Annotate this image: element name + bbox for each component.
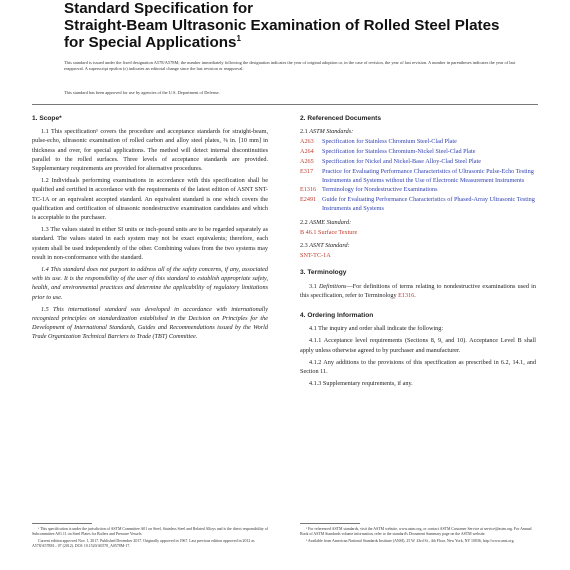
asme-reference-link[interactable]: B 46.1 Surface Texture [300, 228, 358, 236]
paragraph-3-1 [300, 282, 536, 300]
asme-subhead-label: ASME Standard: [309, 218, 352, 226]
footnote-2: ² For referenced ASTM standards, visit the ASTM website, www.astm.org, or contact ASTM Customer Service at service@astm.org. For Annual Book of ASTM Standards volume information, refer to the standard's Document Summary page on the ASTM website. [300, 527, 532, 537]
astm-subhead-number: 2.1 [300, 128, 308, 136]
paragraph-4-1-3: 4.1.3 Supplementary requirements, if any. [309, 380, 413, 388]
title-line-1: Standard Specification for [64, 0, 254, 17]
reference-title[interactable]: Specification for Stainless Chromium-Nickel Steel-Clad Plate [322, 148, 476, 156]
reference-code[interactable]: E2491 [300, 196, 317, 204]
paragraph-4-1-1: 4.1.1 Acceptance level requirements (Sections 8, 9, and 10). Acceptance Level B shall apply unless otherwise agreed to by purchaser and manufacturer. [300, 337, 536, 354]
paragraph-1-4: 1.4 This standard does not purport to address all of the safety concerns, if any, associated with its use. It is the responsibility of the user of this standard to establish appropriate safety, health, and environmental practices and determine the applicability of regulatory limitations prior to use. [32, 266, 268, 301]
paragraph-1-2: 1.2 Individuals performing examinations in accordance with this specification shall be qualified and certified in accordance with the requirements of the latest edition of ASNT SNT-TC-1A or an equivalent accepted standard. An equivalent standard is one which covers the qualification and certification of ultrasonic nondestructive examination candidates and which is acceptable to the purchaser. [32, 177, 268, 222]
title-line-3-text: for Special Applications [64, 34, 237, 51]
astm-standards-subhead [300, 127, 536, 136]
reference-title[interactable]: Terminology for Nondestructive Examinations [322, 186, 438, 194]
title-line-2: Straight-Beam Ultrasonic Examination of Rolled Steel Plates [64, 17, 500, 34]
p3-1-text: —For definitions of terms relating to nondestructive examinations used in this specification, refer to Terminology [300, 282, 536, 299]
reference-code[interactable]: A263 [300, 138, 314, 146]
right-column [300, 114, 536, 391]
header-divider [32, 104, 538, 105]
reference-item[interactable] [300, 185, 536, 194]
asnt-reference-link[interactable]: SNT-TC-1A [300, 252, 331, 260]
section-heading-referenced-documents: 2. Referenced Documents [300, 115, 381, 122]
reference-item[interactable] [300, 167, 536, 185]
reference-code[interactable]: A265 [300, 157, 314, 165]
issuance-note: This standard is issued under the fixed designation A578/A578M; the number immediately following the designation indicates the year of original adoption or, in the case of revision, the year of last revision. A number in parentheses indicates the year of last reapproval. A superscript epsilon (ε) indicates an editorial change since the last revision or reapproval. [64, 60, 516, 71]
reference-item[interactable] [300, 157, 536, 166]
paragraph-4-1-2: 4.1.2 Any additions to the provisions of this specification as prescribed in 6.2, 14.1, and Section 11. [300, 358, 536, 375]
reference-item[interactable] [300, 137, 536, 146]
section-gap [300, 303, 536, 311]
paragraph-1-1: 1.1 This specification¹ covers the procedure and acceptance standards for straight-beam, pulse-echo, ultrasonic examination of rolled carbon and alloy steel plates, ⅜ in. [10 mm] in thickness and over, for special applications. The method will detect internal discontinuities parallel to the rolled surfaces. Three levels of acceptance standards are provided. Supplementary requirements are provided for alternative procedures. [32, 128, 268, 173]
left-column [32, 114, 268, 345]
asme-standard-subhead [300, 218, 536, 227]
footnote-divider-right [300, 523, 360, 524]
reference-title[interactable]: Practice for Evaluating Performance Characteristics of Ultrasonic Pulse-Echo Testing Instruments and Systems without the Use of Electronic Measurement Instruments [322, 167, 534, 184]
section-heading-ordering-information: 4. Ordering Information [300, 311, 374, 319]
footnote-divider-left [32, 523, 92, 524]
reference-item[interactable] [300, 147, 536, 156]
terminology-link-e1316[interactable]: E1316 [398, 291, 415, 299]
section-gap [300, 260, 536, 268]
footnotes-left [32, 527, 268, 551]
p3-1-end: . [414, 291, 416, 299]
paragraph-1-5: 1.5 This international standard was developed in accordance with internationally recognized principles on standardization established in the Decision on Principles for the Development of International Standards, Guides and Recommendations issued by the World Trade Organization Technical Barriers to Trade (TBT) Committee. [32, 305, 268, 341]
footnote-3: ³ Available from American National Standards Institute (ANSI), 25 W. 43rd St., 4th Floor, New York, NY 10036, http://www.ansi.org. [306, 538, 515, 543]
reference-title[interactable]: Guide for Evaluating Performance Characteristics of Phased-Array Ultrasonic Testing Instruments and Systems [322, 196, 535, 213]
p3-1-lead: 3.1 [309, 282, 319, 290]
reference-code[interactable]: A264 [300, 148, 314, 156]
footnote-1: ¹ This specification is under the jurisdiction of ASTM Committee A01 on Steel, Stainless Steel and Related Alloys and is the direct responsibility of Subcommittee A01.11 on Steel Plates for Boilers and Pressure Vessels. [32, 527, 268, 537]
asnt-subhead-label: ASNT Standard: [309, 241, 350, 249]
asnt-standard-subhead [300, 241, 536, 250]
approval-note: This standard has been approved for use by agencies of the U.S. Department of Defense. [64, 90, 220, 95]
asme-subhead-number: 2.2 [300, 218, 308, 226]
document-title [64, 0, 534, 51]
reference-title[interactable]: Specification for Nickel and Nickel-Base Alloy-Clad Steel Plate [322, 157, 481, 165]
asnt-subhead-number: 2.3 [300, 241, 308, 249]
footnotes-right [300, 527, 536, 546]
reference-code[interactable]: E1316 [300, 186, 317, 194]
astm-subhead-label: ASTM Standards: [309, 128, 354, 136]
p3-1-definitions: Definitions [318, 282, 347, 290]
footnote-1-edition: Current edition approved Nov. 1, 2017. Published December 2017. Originally approved in 1967. Last previous edition approved in 2012 as A578/A578M – 07 (2012). DOI: 10.1520/A0578_A0578M-17. [32, 538, 255, 549]
section-heading-terminology: 3. Terminology [300, 269, 347, 277]
section-heading-scope: 1. Scope* [32, 115, 62, 122]
reference-item[interactable] [300, 195, 536, 213]
title-footnote-mark: 1 [236, 33, 241, 43]
reference-code[interactable]: E317 [300, 167, 314, 175]
paragraph-1-3: 1.3 The values stated in either SI units or inch-pound units are to be regarded separately as standard. The values stated in each system may not be exact equivalents; therefore, each system shall be used independently of the other. Combining values from the two systems may result in non-conformance with the standard. [32, 226, 268, 261]
title-line-3 [64, 34, 534, 51]
paragraph-4-1: 4.1 The inquiry and order shall indicate the following: [309, 325, 444, 333]
reference-title[interactable]: Specification for Stainless Chromium Steel-Clad Plate [322, 138, 457, 146]
